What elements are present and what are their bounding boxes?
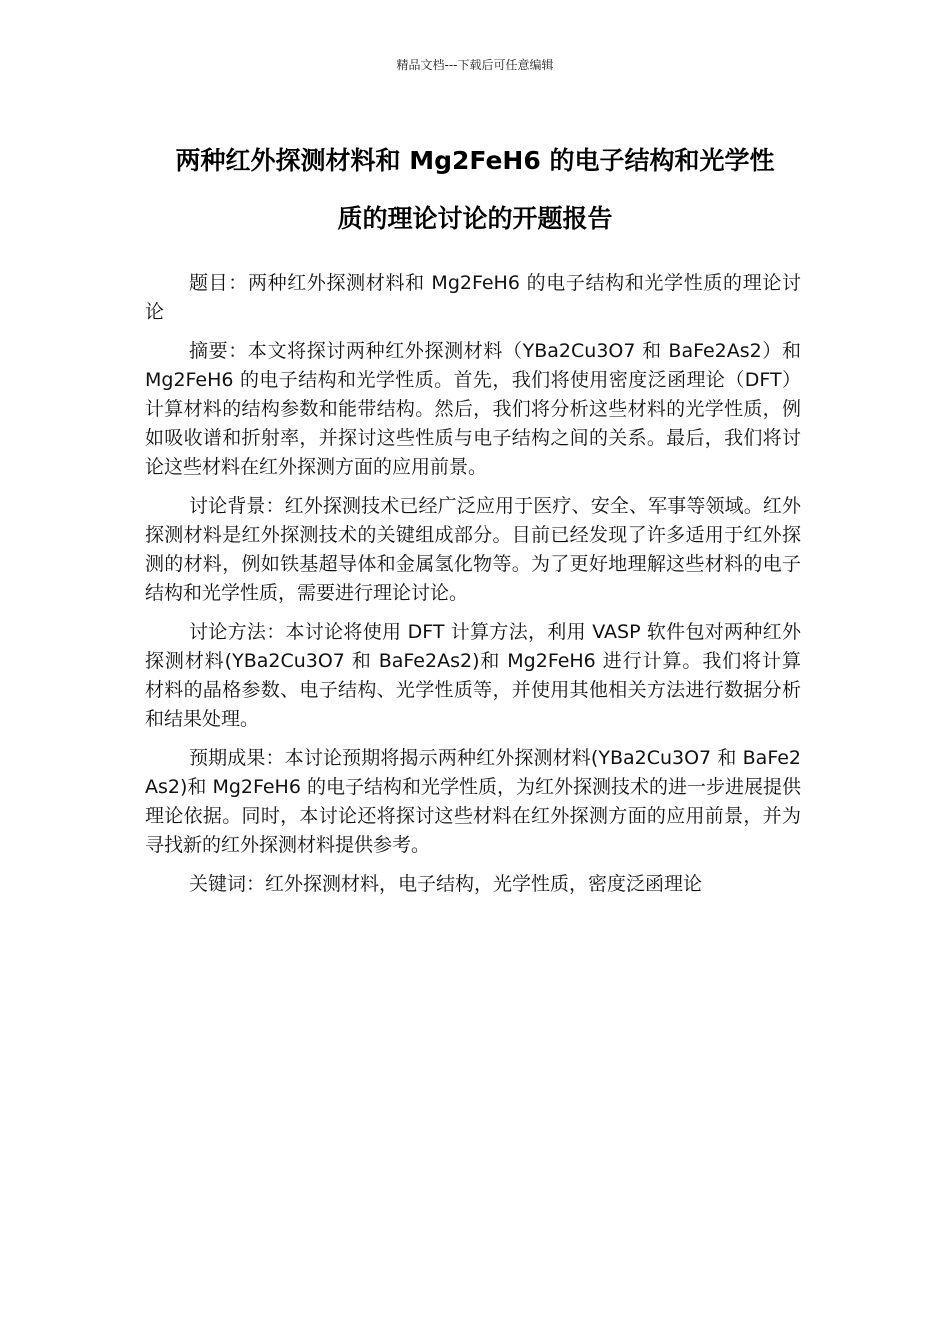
- paragraph-keywords: [145, 870, 801, 899]
- paragraph-label: 题目：: [189, 272, 248, 294]
- paragraph-text: 本讨论将使用 DFT 计算方法，利用 VASP 软件包对两种红外探测材料(YBa2Cu3O7 和 BaFe2As2)和 Mg2FeH6 进行计算。我们将计算材料的晶格参数、电子结构、光学性质等，并使用其他相关方法进行数据分析和结果处理。: [145, 621, 801, 730]
- paragraph-topic: [145, 269, 801, 327]
- paragraph-label: 关键词：: [189, 873, 266, 895]
- header-note: 精品文档---下载后可任意编辑: [396, 58, 554, 72]
- paragraph-label: 预期成果：: [189, 747, 285, 769]
- paragraph-abstract: [145, 337, 801, 482]
- paragraph-label: 讨论背景：: [189, 495, 285, 517]
- paragraph-text: 红外探测材料，电子结构，光学性质，密度泛函理论: [265, 873, 703, 895]
- paragraph-background: [145, 492, 801, 608]
- paragraph-methods: [145, 618, 801, 734]
- title-line-1: 两种红外探测材料和 Mg2FeH6 的电子结构和光学性: [175, 146, 775, 175]
- paragraph-text: 两种红外探测材料和 Mg2FeH6 的电子结构和光学性质的理论讨论: [145, 272, 801, 323]
- title-line-2: 质的理论讨论的开题报告: [337, 204, 613, 233]
- paragraph-expected-results: [145, 744, 801, 860]
- document-title: [120, 132, 830, 248]
- paragraph-label: 摘要：: [189, 340, 248, 362]
- document-body: [145, 269, 801, 909]
- paragraph-label: 讨论方法：: [189, 621, 286, 643]
- paragraph-text: 红外探测技术已经广泛应用于医疗、安全、军事等领域。红外探测材料是红外探测技术的关键组成部分。目前已经发现了许多适用于红外探测的材料，例如铁基超导体和金属氢化物等。为了更好地理解这些材料的电子结构和光学性质，需要进行理论讨论。: [145, 495, 801, 604]
- paragraph-text: 本文将探讨两种红外探测材料（YBa2Cu3O7 和 BaFe2As2）和 Mg2FeH6 的电子结构和光学性质。首先，我们将使用密度泛函理论（DFT）计算材料的结构参数和能带结构。然后，我们将分析这些材料的光学性质，例如吸收谱和折射率，并探讨这些性质与电子结构之间的关系。最后，我们将讨论这些材料在红外探测方面的应用前景。: [145, 340, 801, 478]
- paragraph-text: 本讨论预期将揭示两种红外探测材料(YBa2Cu3O7 和 BaFe2As2)和 Mg2FeH6 的电子结构和光学性质，为红外探测技术的进一步进展提供理论依据。同时，本讨论还将探讨这些材料在红外探测方面的应用前景，并为寻找新的红外探测材料提供参考。: [145, 747, 801, 856]
